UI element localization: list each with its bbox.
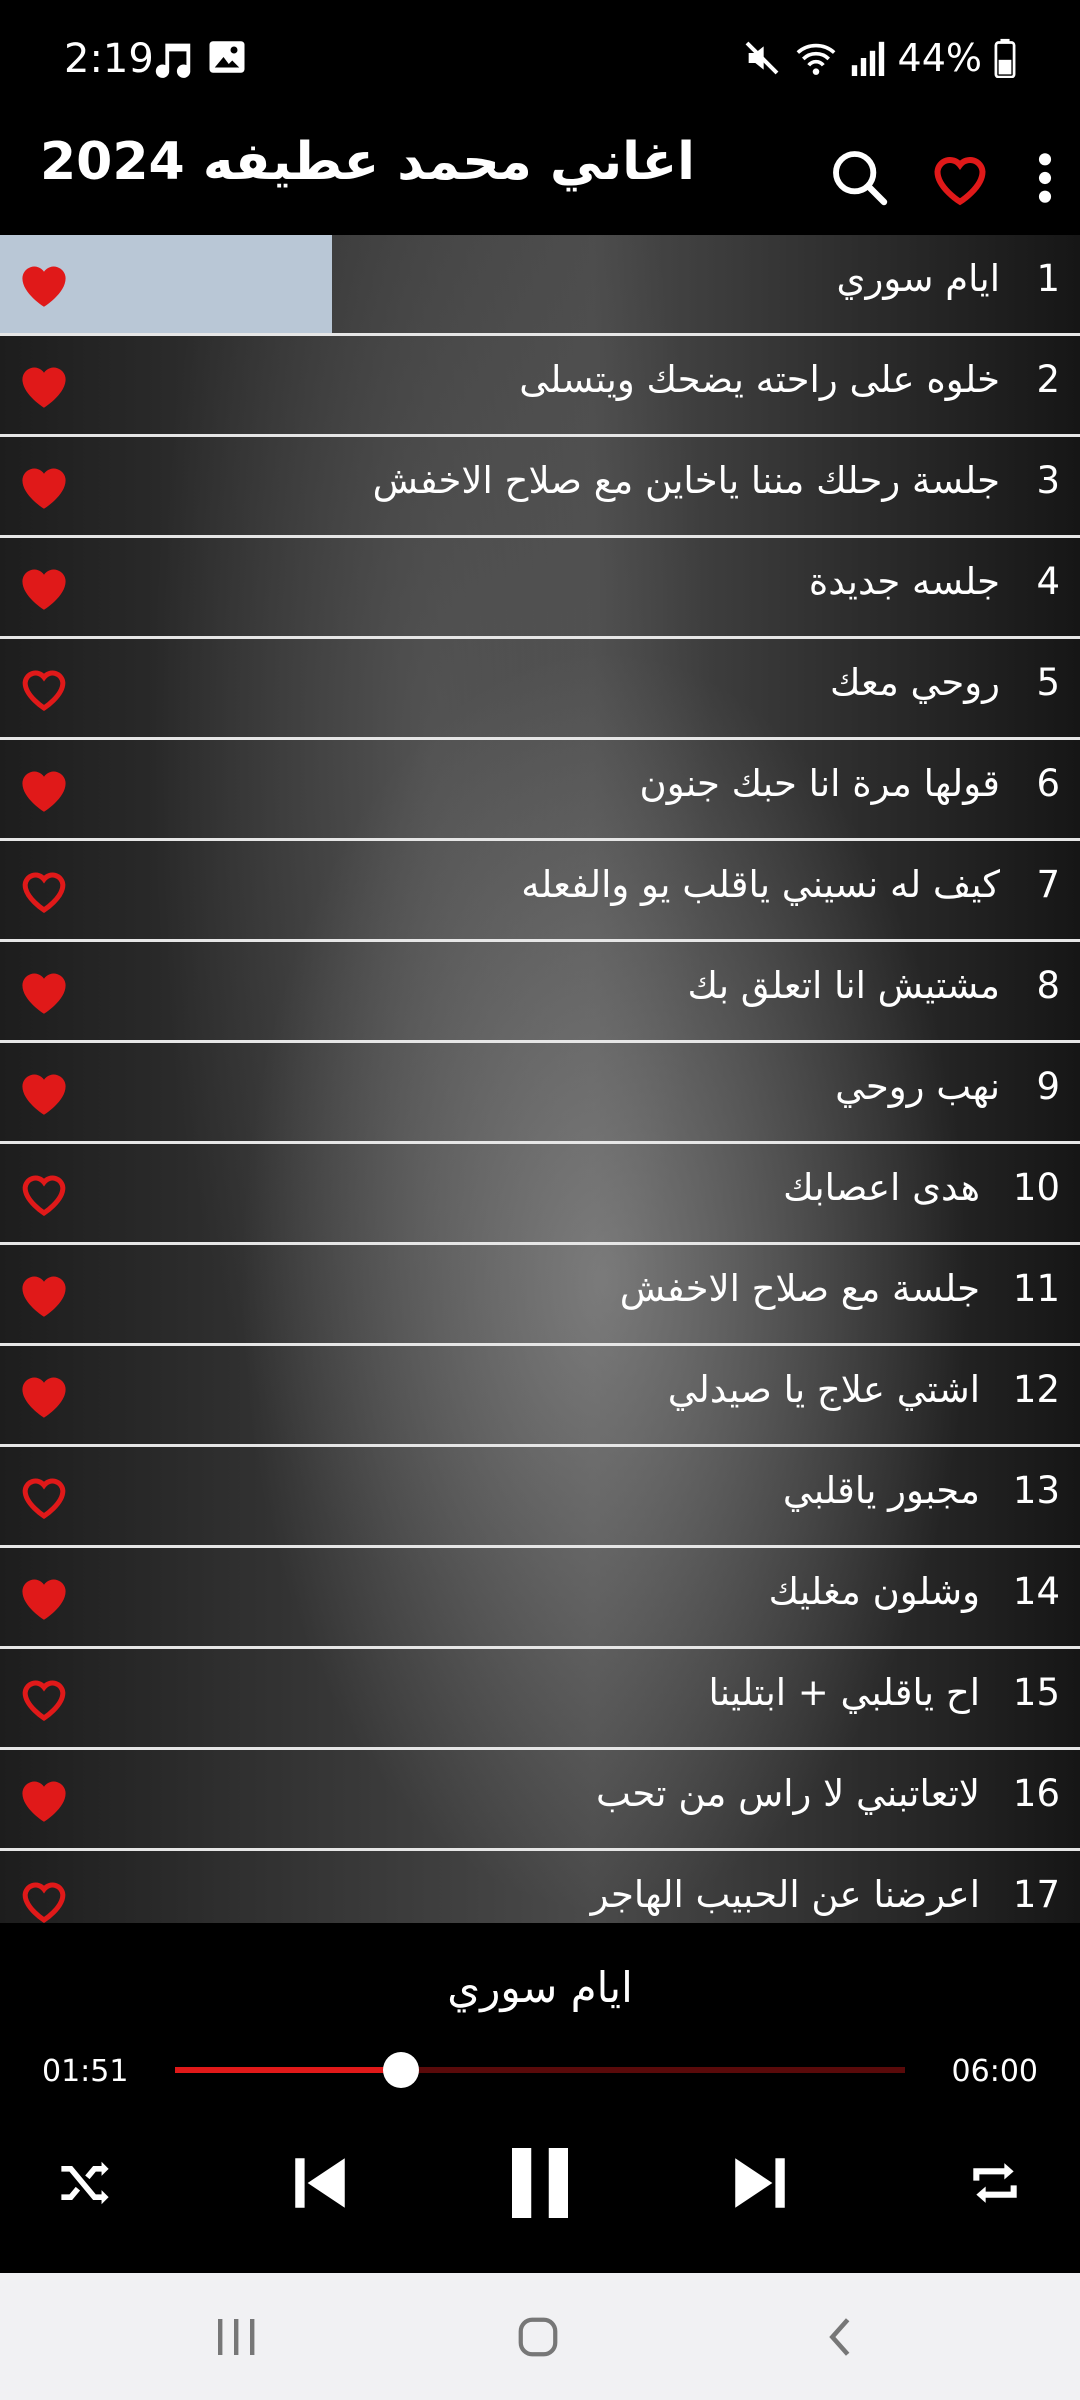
player-controls xyxy=(0,2128,1080,2238)
song-title: هدى اعصابك xyxy=(783,1166,980,1209)
song-number: 3 xyxy=(1036,459,1060,502)
favorites-button[interactable] xyxy=(910,128,1010,228)
status-time: 2:19 xyxy=(64,36,154,82)
pause-button[interactable] xyxy=(490,2128,590,2238)
song-number: 17 xyxy=(1012,1873,1060,1916)
heart-filled-icon[interactable] xyxy=(16,1572,72,1622)
system-nav-bar xyxy=(0,2273,1080,2400)
music-note-icon xyxy=(150,36,196,82)
song-title: لاتعاتبني لا راس من تحب xyxy=(596,1772,980,1815)
heart-filled-icon[interactable] xyxy=(16,360,72,410)
status-left-icons xyxy=(150,36,248,82)
app-actions xyxy=(810,120,1080,235)
total-time: 06:00 xyxy=(951,2054,1038,2089)
previous-button[interactable] xyxy=(270,2128,370,2238)
back-button[interactable] xyxy=(810,2309,870,2365)
recents-icon xyxy=(214,2317,258,2357)
song-number: 4 xyxy=(1036,560,1060,603)
song-number: 5 xyxy=(1036,661,1060,704)
wifi-icon xyxy=(794,38,838,78)
image-icon xyxy=(206,36,248,78)
heart-outline-icon[interactable] xyxy=(16,1168,72,1218)
status-bar xyxy=(0,0,1080,120)
song-row[interactable] xyxy=(0,841,1080,942)
battery-icon xyxy=(994,38,1016,78)
recents-button[interactable] xyxy=(206,2309,266,2365)
battery-percent: 44% xyxy=(897,36,982,80)
current-time: 01:51 xyxy=(42,2054,129,2089)
song-title: جلسة مع صلاح الاخفش xyxy=(619,1267,980,1310)
song-row[interactable] xyxy=(0,336,1080,437)
heart-outline-icon[interactable] xyxy=(16,1875,72,1923)
heart-filled-icon[interactable] xyxy=(16,1370,72,1420)
seek-thumb[interactable] xyxy=(383,2052,419,2088)
song-number: 7 xyxy=(1036,863,1060,906)
mute-icon xyxy=(742,38,782,78)
song-row[interactable] xyxy=(0,1548,1080,1649)
heart-outline-icon[interactable] xyxy=(16,663,72,713)
song-row[interactable] xyxy=(0,538,1080,639)
heart-outline-icon[interactable] xyxy=(16,1673,72,1723)
song-title: اعرضنا عن الحبيب الهاجر xyxy=(590,1873,980,1916)
song-number: 13 xyxy=(1012,1469,1060,1512)
heart-filled-icon[interactable] xyxy=(16,1774,72,1824)
song-title: اشتي علاج يا صيدلي xyxy=(667,1368,980,1411)
song-title: مشتيش انا اتعلق بك xyxy=(687,964,1000,1007)
heart-filled-icon[interactable] xyxy=(16,1269,72,1319)
heart-filled-icon[interactable] xyxy=(16,562,72,612)
now-playing-title: ايام سوري xyxy=(447,1963,633,2012)
song-row[interactable] xyxy=(0,1851,1080,1923)
song-row[interactable] xyxy=(0,1649,1080,1750)
next-icon xyxy=(727,2150,793,2216)
song-title: كيف له نسيني ياقلب يو والفعله xyxy=(521,863,1000,906)
song-row[interactable] xyxy=(0,1245,1080,1346)
song-title: وشلون مغليك xyxy=(768,1570,980,1613)
song-title: جلسه جديدة xyxy=(808,560,1000,603)
heart-outline-icon[interactable] xyxy=(16,1471,72,1521)
song-row[interactable] xyxy=(0,942,1080,1043)
search-icon xyxy=(828,146,892,210)
back-icon xyxy=(822,2314,858,2360)
repeat-icon xyxy=(967,2155,1023,2211)
song-number: 12 xyxy=(1012,1368,1060,1411)
song-row[interactable] xyxy=(0,1346,1080,1447)
song-number: 6 xyxy=(1036,762,1060,805)
heart-filled-icon[interactable] xyxy=(16,764,72,814)
heart-outline-icon[interactable] xyxy=(16,865,72,915)
song-title: مجبور ياقلبي xyxy=(782,1469,980,1512)
next-button[interactable] xyxy=(710,2128,810,2238)
song-row[interactable] xyxy=(0,740,1080,841)
pause-icon xyxy=(505,2144,575,2222)
song-title: اح ياقلبي + ابتلينا xyxy=(708,1671,980,1714)
home-icon xyxy=(515,2314,561,2360)
song-row[interactable] xyxy=(0,235,1080,336)
song-number: 2 xyxy=(1036,358,1060,401)
shuffle-button[interactable] xyxy=(40,2128,130,2238)
song-title: روحي معك xyxy=(829,661,1000,704)
song-row[interactable] xyxy=(0,1043,1080,1144)
song-number: 8 xyxy=(1036,964,1060,1007)
repeat-button[interactable] xyxy=(950,2128,1040,2238)
heart-filled-icon[interactable] xyxy=(16,259,72,309)
search-button[interactable] xyxy=(810,128,910,228)
heart-filled-icon[interactable] xyxy=(16,966,72,1016)
song-title: نهب روحي xyxy=(835,1065,1000,1108)
status-right-icons xyxy=(742,36,1016,80)
song-number: 11 xyxy=(1012,1267,1060,1310)
app-bar xyxy=(0,120,1080,235)
song-number: 9 xyxy=(1036,1065,1060,1108)
signal-icon xyxy=(850,38,886,78)
song-title: قولها مرة انا حبك جنون xyxy=(639,762,1000,805)
seek-progress xyxy=(175,2067,401,2073)
song-number: 10 xyxy=(1012,1166,1060,1209)
seek-bar[interactable] xyxy=(175,2067,905,2073)
favorites-heart-icon xyxy=(930,150,990,206)
song-row[interactable] xyxy=(0,1447,1080,1548)
previous-icon xyxy=(287,2150,353,2216)
shuffle-icon xyxy=(55,2157,115,2209)
song-row[interactable] xyxy=(0,1750,1080,1851)
song-row[interactable] xyxy=(0,1144,1080,1245)
song-number: 15 xyxy=(1012,1671,1060,1714)
song-title: ايام سوري xyxy=(836,257,1000,300)
song-number: 14 xyxy=(1012,1570,1060,1613)
song-number: 16 xyxy=(1012,1772,1060,1815)
song-title: جلسة رحلك مننا ياخاين مع صلاح الاخفش xyxy=(372,459,1000,502)
more-options-button[interactable] xyxy=(1010,128,1080,228)
song-row[interactable] xyxy=(0,437,1080,538)
page-title: اغاني محمد عطيفه 2024 xyxy=(40,132,695,192)
more-vert-icon xyxy=(1035,150,1055,206)
heart-filled-icon[interactable] xyxy=(16,461,72,511)
song-title: خلوه على راحته يضحك ويتسلى xyxy=(519,358,1000,401)
home-button[interactable] xyxy=(508,2309,568,2365)
song-number: 1 xyxy=(1036,257,1060,300)
player-panel xyxy=(0,1923,1080,2273)
song-row[interactable] xyxy=(0,639,1080,740)
song-list[interactable] xyxy=(0,235,1080,1923)
heart-filled-icon[interactable] xyxy=(16,1067,72,1117)
